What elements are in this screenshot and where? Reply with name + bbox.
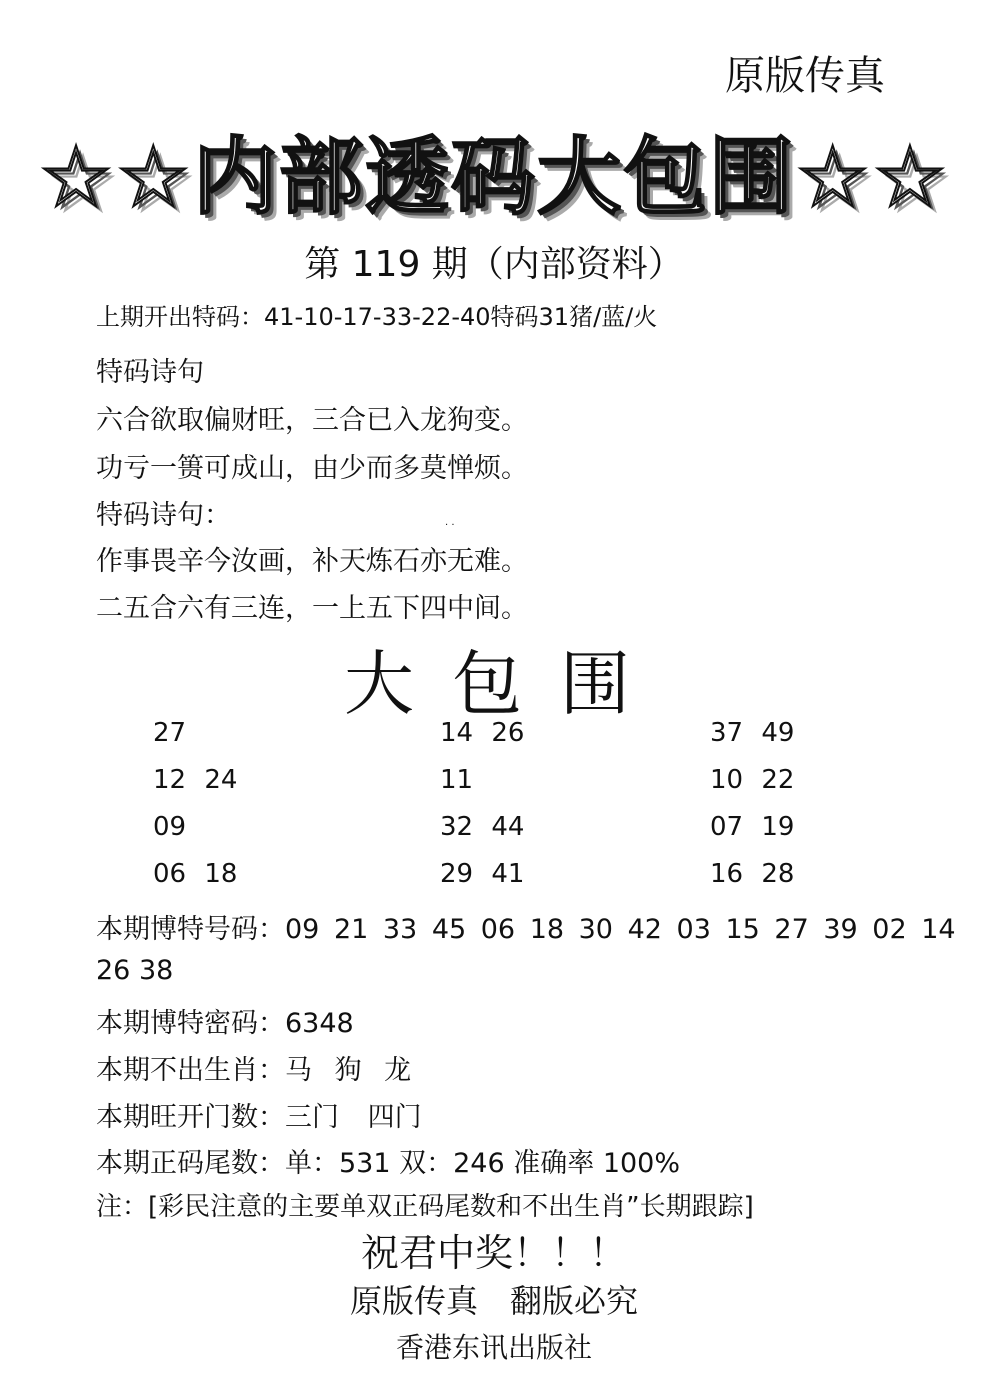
number-cell: 27: [153, 718, 187, 748]
number-cell: 16 28: [710, 859, 795, 889]
number-row: [0, 718, 988, 758]
special-numbers-cont: 26 38: [96, 955, 174, 986]
number-cell: 09: [153, 812, 187, 842]
page-title: ☆☆内部透码大包围☆☆: [38, 128, 950, 226]
section-title: 大包围: [344, 643, 668, 725]
excluded-zodiacs: 本期不出生肖：马 狗 龙: [96, 1055, 412, 1086]
number-cell: 12 24: [153, 765, 238, 795]
poem-line: 作事畏辛今汝画，补天炼石亦无难。: [96, 546, 528, 577]
copyright-notice: 原版传真 翻版必究: [349, 1282, 638, 1320]
poem-heading-2: 特码诗句：: [96, 500, 231, 531]
note: 注：[彩民注意的主要单双正码尾数和不出生肖”长期跟踪]: [96, 1192, 754, 1222]
number-cell: 32 44: [440, 812, 525, 842]
number-cell: 11: [440, 765, 474, 795]
publisher: 香港东讯出版社: [395, 1331, 592, 1364]
number-cell: 06 18: [153, 859, 238, 889]
issue-number: 第 119 期（内部资料）: [304, 244, 684, 285]
number-cell: 10 22: [710, 765, 795, 795]
corner-label: 原版传真: [725, 53, 885, 99]
poem-line: 六合欲取偏财旺，三合已入龙狗变。: [96, 405, 528, 436]
number-cell: 14 26: [440, 718, 525, 748]
poem-line: 二五合六有三连，一上五下四中间。: [96, 593, 528, 624]
wish-text: 祝君中奖！！！: [360, 1231, 627, 1275]
poem-line: 功亏一篑可成山，由少而多莫惮烦。: [96, 453, 528, 484]
number-row: [0, 859, 988, 899]
door-count: 本期旺开门数：三门 四门: [96, 1102, 422, 1133]
number-cell: 07 19: [710, 812, 795, 842]
previous-draw: 上期开出特码：41-10-17-33-22-40特码31猪/蓝/火: [96, 303, 658, 331]
number-cell: 29 41: [440, 859, 525, 889]
secret-code: 本期博特密码：6348: [96, 1008, 354, 1039]
number-row: [0, 765, 988, 805]
number-row: [0, 812, 988, 852]
stray-dots: . .: [445, 517, 455, 528]
special-numbers: 本期博特号码：09 21 33 45 06 18 30 42 03 15 27 39 02 14: [96, 914, 956, 945]
number-cell: 37 49: [710, 718, 795, 748]
poem-heading: 特码诗句: [96, 357, 204, 388]
tail-digits: 本期正码尾数：单：531 双：246 准确率 100%: [96, 1148, 681, 1179]
